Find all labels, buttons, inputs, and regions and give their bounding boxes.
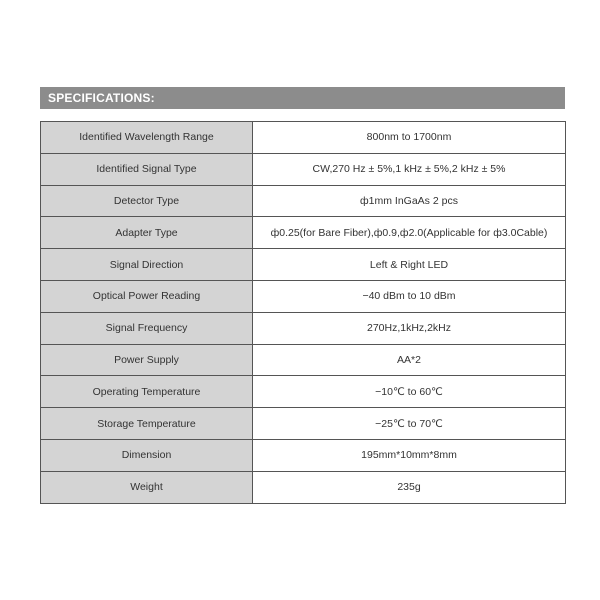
spec-label: Optical Power Reading (41, 280, 253, 312)
spec-label: Adapter Type (41, 217, 253, 249)
section-title: SPECIFICATIONS: (48, 91, 155, 105)
spec-label: Signal Frequency (41, 312, 253, 344)
spec-value: 270Hz,1kHz,2kHz (253, 312, 566, 344)
table-row (41, 280, 566, 312)
spec-label: Signal Direction (41, 249, 253, 281)
table-row (41, 312, 566, 344)
spec-label: Dimension (41, 439, 253, 471)
spec-value: CW,270 Hz ± 5%,1 kHz ± 5%,2 kHz ± 5% (253, 153, 566, 185)
table-row (41, 471, 566, 503)
spec-value: −40 dBm to 10 dBm (253, 280, 566, 312)
spec-label: Power Supply (41, 344, 253, 376)
spec-value: Left & Right LED (253, 249, 566, 281)
table-row (41, 217, 566, 249)
spec-value: AA*2 (253, 344, 566, 376)
spec-label: Detector Type (41, 185, 253, 217)
spec-value: 195mm*10mm*8mm (253, 439, 566, 471)
spec-label: Storage Temperature (41, 408, 253, 440)
table-row (41, 185, 566, 217)
spec-value: 235g (253, 471, 566, 503)
table-row (41, 376, 566, 408)
table-row (41, 439, 566, 471)
table-row (41, 153, 566, 185)
spec-value: ф1mm InGaAs 2 pcs (253, 185, 566, 217)
spec-label: Identified Wavelength Range (41, 122, 253, 154)
spec-value: −25℃ to 70℃ (253, 408, 566, 440)
spec-label: Weight (41, 471, 253, 503)
spec-label: Operating Temperature (41, 376, 253, 408)
spec-value: −10℃ to 60℃ (253, 376, 566, 408)
specifications-header (40, 87, 565, 109)
table-row (41, 408, 566, 440)
spec-label: Identified Signal Type (41, 153, 253, 185)
table-row (41, 249, 566, 281)
spec-value: 800nm to 1700nm (253, 122, 566, 154)
table-row (41, 122, 566, 154)
table-row (41, 344, 566, 376)
spec-value: ф0.25(for Bare Fiber),ф0.9,ф2.0(Applicable for ф3.0Cable) (253, 217, 566, 249)
specifications-table (40, 121, 566, 504)
